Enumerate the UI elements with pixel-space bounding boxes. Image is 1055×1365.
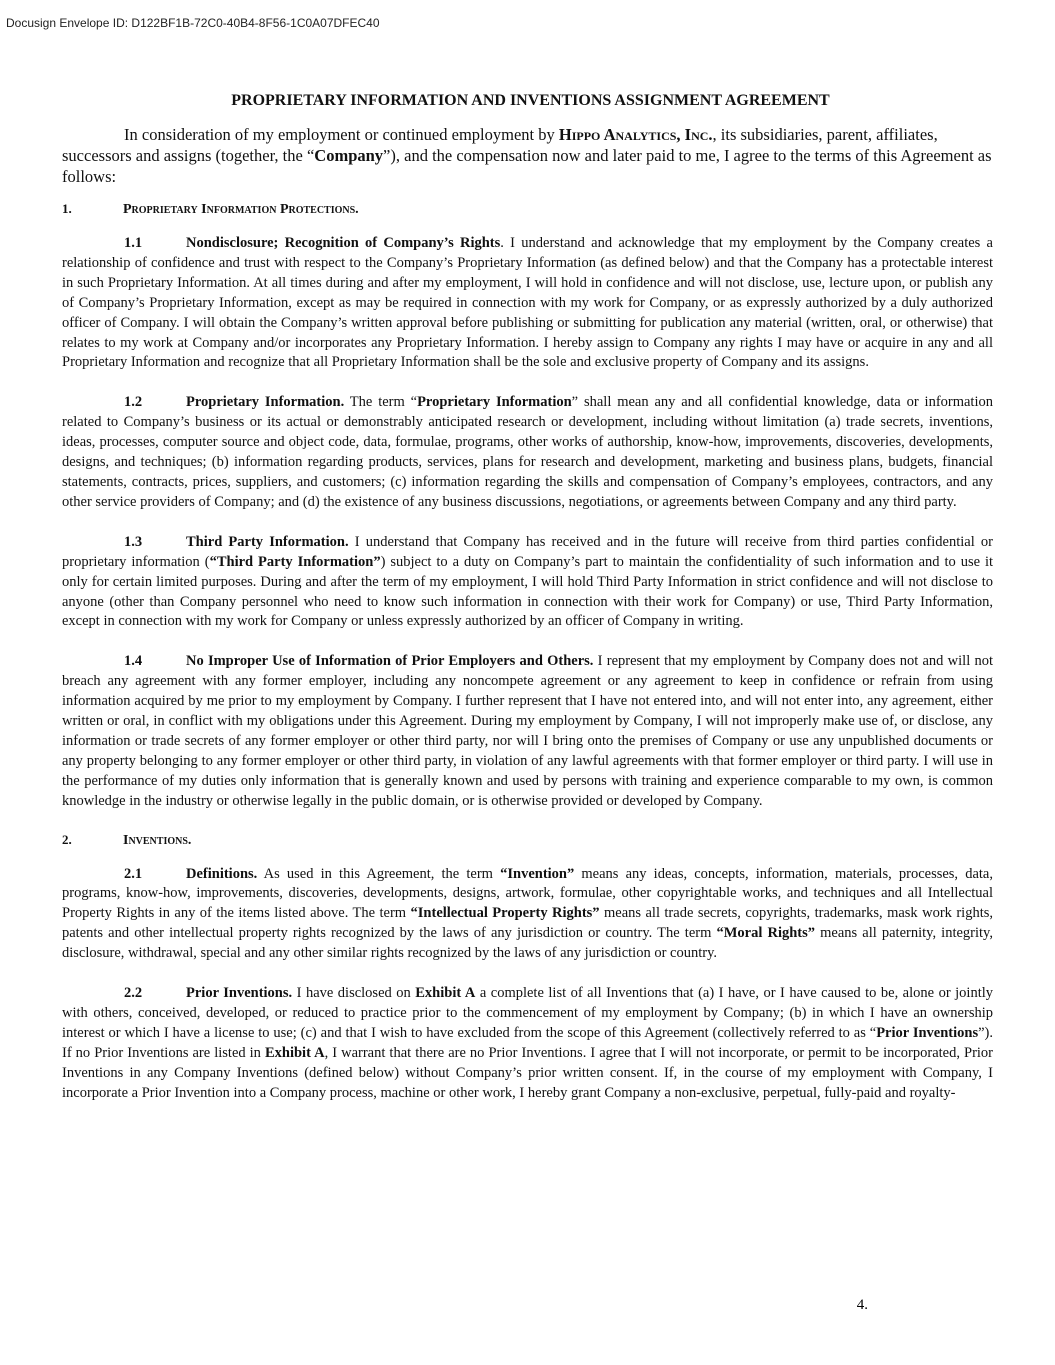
clause-number: 1.2 [124,394,143,411]
exhibit-reference: Exhibit A [264,1044,325,1061]
clause-text: means any ideas, concepts, information, materials, processes, data, programs, know-how, improvements, discoveries, developments, designs, artwork, formulae, other copyrightable works, and techniques and all Intellectual Property Rights in any of the items listed above. The term [62,865,993,922]
clause-text: I have disclosed on [292,985,416,1002]
clause-text: ” shall mean any and all confidential knowledge, data or information related to Company’s business or its actual or demonstrably anticipated research or development, including without limitation (a) trade secrets, inventions, ideas, processes, computer source and object code, data, formulae, programs, other works of authorship, know-how, improvements, discoveries, developments, designs, and techniques; (b) information regarding products, services, plans for research and development, marketing and business plans, budgets, financial statements, contracts, prices, suppliers, and customers; (c) information regarding the skills and compensation of Company’s employees, contractors, and any other service providers of Company; and (d) the existence of any business discussions, negotiations, or agreements between Company and any third party. [62,394,993,510]
defined-term: Prior Inventions [876,1024,979,1041]
clause-1-4 [62,652,993,811]
defined-term: “Third Party Information” [209,553,381,570]
clause-title: Nondisclosure; Recognition of Company’s Rights [186,235,501,251]
clause-1-1 [62,234,993,373]
intro-text: ”), and the compensation now and later paid to me, I agree to the terms of this Agreement as follows: [62,146,992,186]
clause-title: Third Party Information. [186,533,349,550]
section-heading-1 [62,201,993,218]
page-title: PROPRIETARY INFORMATION AND INVENTIONS ASSIGNMENT AGREEMENT [231,92,830,109]
clause-text: I represent that my employment by Company does not and will not breach any agreement with any former employer, including any noncompete agreement or any agreement to keep in confidence or refrain from using information acquired by me prior to my employment by Company. I further represent that I have not entered into, and will not enter into, any agreement, either written or oral, in conflict with my obligations under this Agreement. During my employment by Company, I will not improperly make use of, or disclose, any information or trade secrets of any former employer or other third party, nor will I bring onto the premises of Company or use any unpublished documents or any property belonging to any former employer or other third party, in violation of any lawful agreements with that former employer or third party. I will use in the performance of my duties only information that is generally known and used by persons with training and experience comparable to my own, is common knowledge in the industry or otherwise legally in the public domain, or is otherwise provided or developed by Company. [62,653,993,809]
section-number: 2. [62,831,72,847]
intro-paragraph [62,124,993,187]
clause-title: Proprietary Information. [186,394,345,411]
clause-1-2 [62,393,993,512]
clause-text: . I understand and acknowledge that my employment by the Company creates a relationship of confidence and trust with respect to the Company’s Proprietary Information (as defined below) and that the Company has a protectable interest in such Proprietary Information. At all times during and after my employment, I will hold in confidence and will not disclose, use, lecture upon, or publish any of Company’s Proprietary Information, except as may be required in connection with my work for Company, or as expressly authorized by a duly authorized officer of Company. I will obtain the Company’s written approval before publishing or submitting for publication any material (written, oral, or otherwise) that relates to my work at Company and/or incorporates any Proprietary Information. I hereby assign to Company any rights I may have or acquire in any and all Proprietary Information and recognize that all Proprietary Information shall be the sole and exclusive property of Company and its assigns. [62,235,993,371]
clause-number: 1.4 [124,653,143,670]
clause-text: ) subject to a duty on Company’s part to maintain the confidentiality of such information and to use it only for certain limited purposes. During and after the term of my employment, I will hold Third Party Information in strict confidence and will not disclose to anyone (other than Company personnel who need to know such information in connection with their work for Company) or use, Third Party Information, except in connection with my work for Company or unless expressly authorized by an officer of Company in writing. [62,553,994,630]
section-title: Proprietary Information Protections. [123,202,359,217]
defined-term: Proprietary Information [417,394,572,411]
clause-text: , I warrant that there are no Prior Inventions. I agree that I will not incorporate, or permit to be incorporated, Prior Inventions in any Company Inventions (defined below) without Company’s prior written consent. If, in the course of my employment with Company, I incorporate a Prior Invention into a Company process, machine or other work, I hereby grant Company a non-exclusive, perpetual, fully-paid and royalty- [62,1044,993,1101]
section-heading-2 [62,832,993,849]
company-name: Hippo Analytics, Inc. [558,125,713,144]
exhibit-reference: Exhibit A [415,985,476,1002]
clause-title: Definitions. [186,865,258,882]
section-title: Inventions. [123,832,192,848]
docusign-envelope-id: Docusign Envelope ID: D122BF1B-72C0-40B4-8F56-1C0A07DFEC40 [6,16,380,30]
clause-text: means all paternity, integrity, disclosure, withdrawal, special and any other similar rights recognized by the laws of any jurisdiction or country. [62,925,993,962]
company-term: Company [314,146,384,165]
clause-2-2 [62,984,993,1103]
section-number: 1. [62,201,72,216]
clause-number: 1.1 [124,235,143,251]
defined-term: “Intellectual Property Rights” [410,905,600,922]
clause-text: I understand that Company has received and in the future will receive from third parties confidential or proprietary information ( [62,533,993,570]
defined-term: “Invention” [500,865,575,882]
page-number: 4. [856,1297,868,1313]
clause-1-3 [62,533,993,633]
clause-text: The term “ [344,394,418,411]
defined-term: “Moral Rights” [716,925,816,942]
clause-text: means all trade secrets, copyrights, trademarks, mask work rights, patents and other intellectual property rights recognized by the laws of any jurisdiction or country. The term [62,905,994,942]
clause-title: Prior Inventions. [186,985,293,1002]
clause-text: As used in this Agreement, the term [257,865,501,882]
clause-number: 1.3 [124,533,143,550]
intro-text: In consideration of my employment or continued employment by [124,125,559,144]
clause-number: 2.2 [124,985,143,1002]
document-body [62,92,993,1124]
clause-number: 2.1 [124,865,143,882]
clause-2-1 [62,865,993,965]
clause-text: ”). If no Prior Inventions are listed in [62,1024,993,1061]
clause-text: a complete list of all Inventions that (a) I have, or I have caused to be, alone or jointly with others, conceived, developed, or reduced to practice prior to the commencement of my employment by Company; (b) in which I have an ownership interest or which I have a license to use; (c) and that I wish to have excluded from the scope of this Agreement (collectively referred to as “ [62,985,993,1041]
clause-title: No Improper Use of Information of Prior Employers and Others. [186,653,594,670]
intro-text: , its subsidiaries, parent, affiliates, successors and assigns (together, the “ [62,125,938,165]
